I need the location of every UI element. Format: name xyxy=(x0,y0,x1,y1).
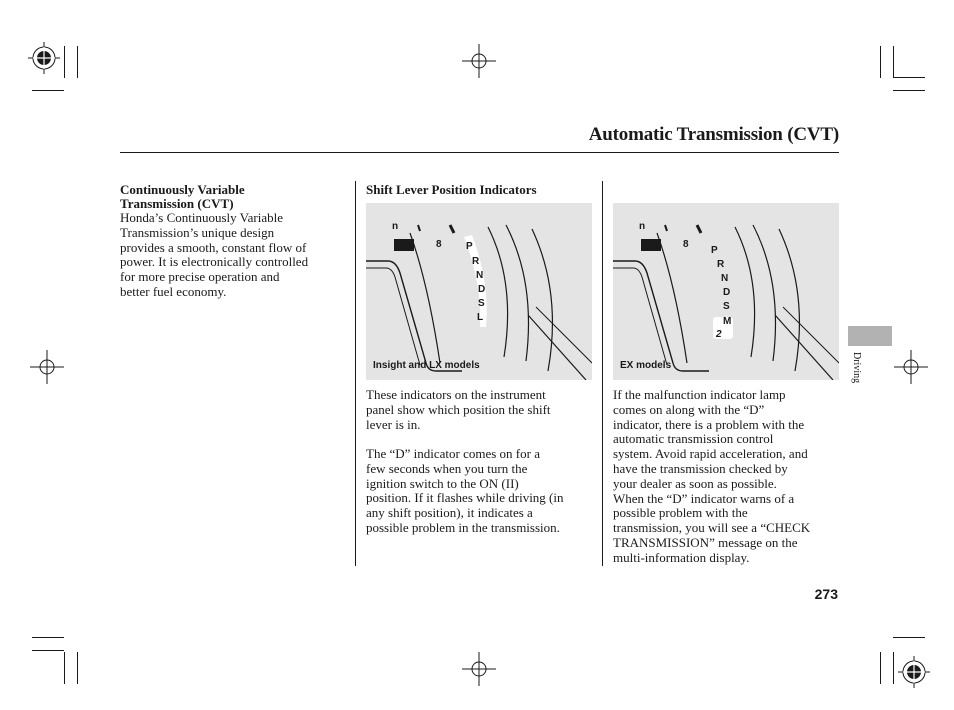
section-label: Driving xyxy=(851,352,862,384)
gauge-digit: 8 xyxy=(436,239,442,250)
text-line: panel show which position the shift xyxy=(366,401,551,417)
text-line: lever is in. xyxy=(366,416,421,432)
text-line: power. It is electronically controlled xyxy=(120,254,309,270)
gauge-illustration-insight xyxy=(366,203,592,380)
crosshair-bottom-icon xyxy=(462,652,496,686)
manual-mode-label: M xyxy=(723,316,732,327)
section-heading-indicators: Shift Lever Position Indicators xyxy=(366,182,537,197)
gear-indicator-p: P xyxy=(466,241,473,252)
gauge-illustration-ex xyxy=(613,203,839,380)
indicators-paragraph-2 xyxy=(366,447,598,536)
gear-indicator-r: R xyxy=(472,256,480,267)
text-line: have the transmission checked by xyxy=(613,460,788,476)
text-line: position. If it flashes while driving (in xyxy=(366,490,564,506)
figure-caption-ex: EX models xyxy=(620,360,672,371)
text-line: If the malfunction indicator lamp xyxy=(613,387,786,402)
figure-caption-insight: Insight and LX models xyxy=(373,360,480,371)
section-heading-cvt: Continuously Variable Transmission (CVT) xyxy=(120,182,245,211)
svg-text:n: n xyxy=(639,221,646,232)
text-line: ignition switch to the ON (II) xyxy=(366,475,519,491)
text-line: possible problem in the transmission. xyxy=(366,519,560,535)
text-line: for more precise operation and xyxy=(120,269,280,285)
gear-indicator-n: N xyxy=(476,270,484,281)
text-line: better fuel economy. xyxy=(120,283,227,299)
crosshair-left-icon xyxy=(30,350,64,384)
text-line: When the “D” indicator warns of a xyxy=(613,490,795,506)
text-line: system. Avoid rapid acceleration, and xyxy=(613,446,808,462)
text-line: indicator, there is a problem with the xyxy=(613,416,805,432)
text-line: your dealer as soon as possible. xyxy=(613,475,777,491)
cvt-description xyxy=(120,211,348,300)
text-line: These indicators on the instrument xyxy=(366,387,546,402)
text-line: automatic transmission control xyxy=(613,431,774,447)
text-line: possible problem with the xyxy=(613,505,748,521)
text-line: Honda’s Continuously Variable xyxy=(120,210,283,225)
gear-indicator-p: P xyxy=(711,245,718,256)
indicators-paragraph-1 xyxy=(366,388,598,432)
malfunction-paragraph xyxy=(613,388,845,566)
gear-indicator-s: S xyxy=(478,298,485,309)
registration-target-bottom-right-icon xyxy=(898,656,930,688)
figure-insight-lx xyxy=(366,203,592,380)
svg-text:n: n xyxy=(392,221,399,232)
text-line: comes on along with the “D” xyxy=(613,401,765,417)
column-divider-right xyxy=(602,181,603,566)
crosshair-right-icon xyxy=(894,350,928,384)
header-rule xyxy=(120,152,839,153)
gear-indicator-d: D xyxy=(723,287,731,298)
gear-indicator-s: S xyxy=(723,301,730,312)
page-title: Automatic Transmission (CVT) xyxy=(588,124,839,145)
text-line: provides a smooth, constant flow of xyxy=(120,239,307,255)
text-line: few seconds when you turn the xyxy=(366,460,528,476)
text-line: any shift position), it indicates a xyxy=(366,505,533,521)
registration-target-top-left-icon xyxy=(28,42,60,74)
gear-indicator-l: L xyxy=(477,312,484,323)
manual-mode-gear: 2 xyxy=(716,329,722,340)
gear-indicator-d: D xyxy=(478,284,486,295)
gear-indicator-r: R xyxy=(717,259,725,270)
text-line: transmission, you will see a “CHECK xyxy=(613,520,811,536)
left-column xyxy=(120,183,348,300)
text-line: TRANSMISSION” message on the xyxy=(613,534,798,550)
text-line: Transmission’s unique design xyxy=(120,224,275,240)
section-tab[interactable] xyxy=(848,326,892,346)
text-line: multi-information display. xyxy=(613,549,750,565)
crosshair-top-icon xyxy=(462,44,496,78)
text-line: The “D” indicator comes on for a xyxy=(366,446,540,461)
gear-indicator-n: N xyxy=(721,273,729,284)
page-number: 273 xyxy=(814,586,838,602)
gauge-digit: 8 xyxy=(683,239,689,250)
column-divider-left xyxy=(355,181,356,566)
figure-ex xyxy=(613,203,839,380)
